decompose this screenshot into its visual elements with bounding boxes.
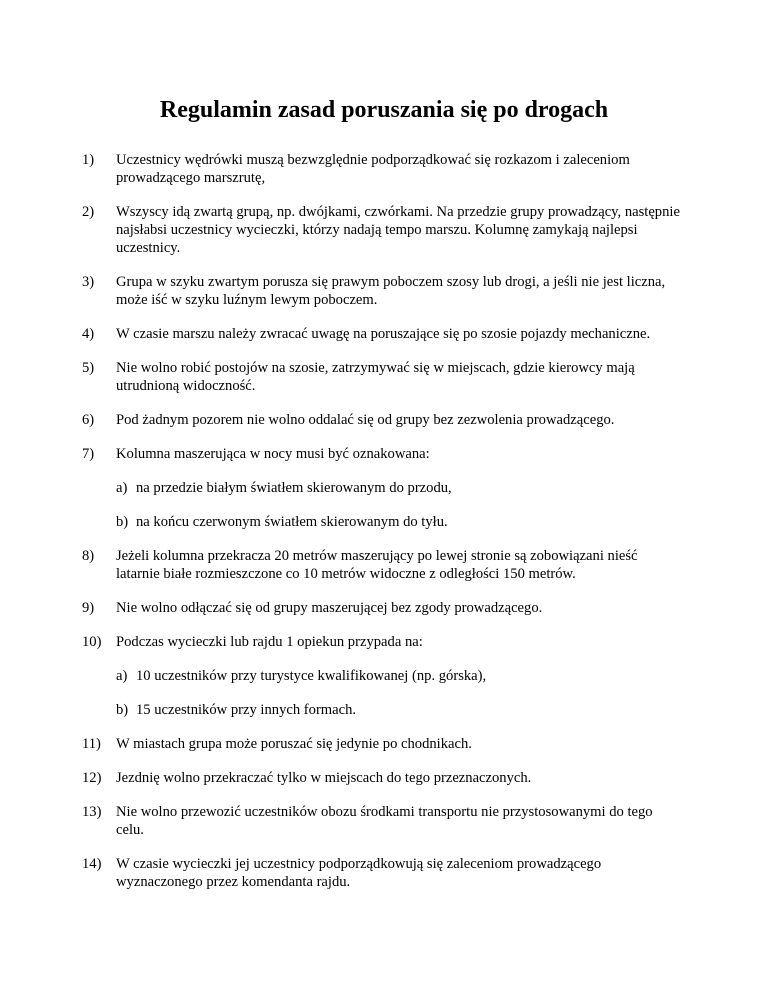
- subitem-text: 10 uczestników przy turystyce kwalifikowanej (np. górska),: [136, 668, 487, 684]
- subitem-text: 15 uczestników przy innych formach.: [136, 702, 357, 718]
- rule-number: 6): [82, 412, 95, 428]
- rule-text: Jeżeli kolumna przekracza 20 metrów maszerujący po lewej stronie są zobowiązani nieść latarnie białe rozmieszczone co 10 metrów widoczne z odległości 150 metrów.: [116, 548, 638, 582]
- rule-text: Nie wolno przewozić uczestników obozu środkami transportu nie przystosowanymi do tego celu.: [116, 804, 653, 838]
- rule-text: Grupa w szyku zwartym porusza się prawym poboczem szosy lub drogi, a jeśli nie jest liczna, może iść w szyku luźnym lewym poboczem.: [116, 274, 666, 308]
- rule-number: 1): [82, 152, 95, 168]
- rule-number: 10): [82, 634, 102, 650]
- rule-text: Kolumna maszerująca w nocy musi być oznakowana:: [116, 446, 430, 462]
- rule-item: [82, 203, 682, 257]
- rule-item: [82, 633, 682, 719]
- rule-item: [82, 735, 682, 753]
- rule-number: 4): [82, 326, 95, 342]
- rule-number: 3): [82, 274, 95, 290]
- rule-text: W czasie marszu należy zwracać uwagę na poruszające się po szosie pojazdy mechaniczne.: [116, 326, 651, 342]
- rule-item: [82, 855, 682, 891]
- rule-item: [82, 445, 682, 531]
- rules-list: [82, 151, 682, 907]
- rule-text: Nie wolno odłączać się od grupy maszerującej bez zgody prowadzącego.: [116, 600, 543, 616]
- rule-sublist: [116, 667, 682, 719]
- rule-text: Wszyscy idą zwartą grupą, np. dwójkami, czwórkami. Na przedzie grupy prowadzący, następnie najsłabsi uczestnicy wycieczki, którzy nadają tempo marszu. Kolumnę zamykają najlepsi uczestnicy.: [116, 204, 680, 256]
- rule-item: [82, 359, 682, 395]
- rule-item: [82, 769, 682, 787]
- rule-subitem: [116, 701, 682, 719]
- rule-text: Pod żadnym pozorem nie wolno oddalać się od grupy bez zezwolenia prowadzącego.: [116, 412, 615, 428]
- rule-number: 12): [82, 770, 102, 786]
- rule-number: 11): [82, 736, 101, 752]
- rule-text: Jezdnię wolno przekraczać tylko w miejscach do tego przeznaczonych.: [116, 770, 532, 786]
- rule-number: 5): [82, 360, 95, 376]
- subitem-letter: a): [116, 668, 128, 684]
- rule-number: 13): [82, 804, 102, 820]
- rule-text: W miastach grupa może poruszać się jedynie po chodnikach.: [116, 736, 472, 752]
- rule-text: Nie wolno robić postojów na szosie, zatrzymywać się w miejscach, gdzie kierowcy mają utrudnioną widoczność.: [116, 360, 635, 394]
- rule-subitem: [116, 513, 682, 531]
- rule-subitem: [116, 667, 682, 685]
- rule-number: 14): [82, 856, 102, 872]
- subitem-text: na przedzie białym światłem skierowanym do przodu,: [136, 480, 452, 496]
- subitem-letter: b): [116, 514, 129, 530]
- rule-number: 2): [82, 204, 95, 220]
- rule-item: [82, 547, 682, 583]
- rule-text: Podczas wycieczki lub rajdu 1 opiekun przypada na:: [116, 634, 423, 650]
- rule-sublist: [116, 479, 682, 531]
- page-title: Regulamin zasad poruszania się po drogach: [159, 97, 609, 123]
- rule-number: 9): [82, 600, 95, 616]
- rule-text: W czasie wycieczki jej uczestnicy podporządkowują się zaleceniom prowadzącego wyznaczonego przez komendanta rajdu.: [116, 856, 602, 890]
- subitem-letter: b): [116, 702, 129, 718]
- rule-item: [82, 411, 682, 429]
- rule-text: Uczestnicy wędrówki muszą bezwzględnie podporządkować się rozkazom i zaleceniom prowadzącego marszrutę,: [116, 152, 630, 186]
- subitem-text: na końcu czerwonym światłem skierowanym do tyłu.: [136, 514, 448, 530]
- rule-subitem: [116, 479, 682, 497]
- rule-item: [82, 803, 682, 839]
- rule-item: [82, 273, 682, 309]
- rule-item: [82, 325, 682, 343]
- rule-number: 7): [82, 446, 95, 462]
- subitem-letter: a): [116, 480, 128, 496]
- rule-item: [82, 151, 682, 187]
- rule-item: [82, 599, 682, 617]
- rule-number: 8): [82, 548, 95, 564]
